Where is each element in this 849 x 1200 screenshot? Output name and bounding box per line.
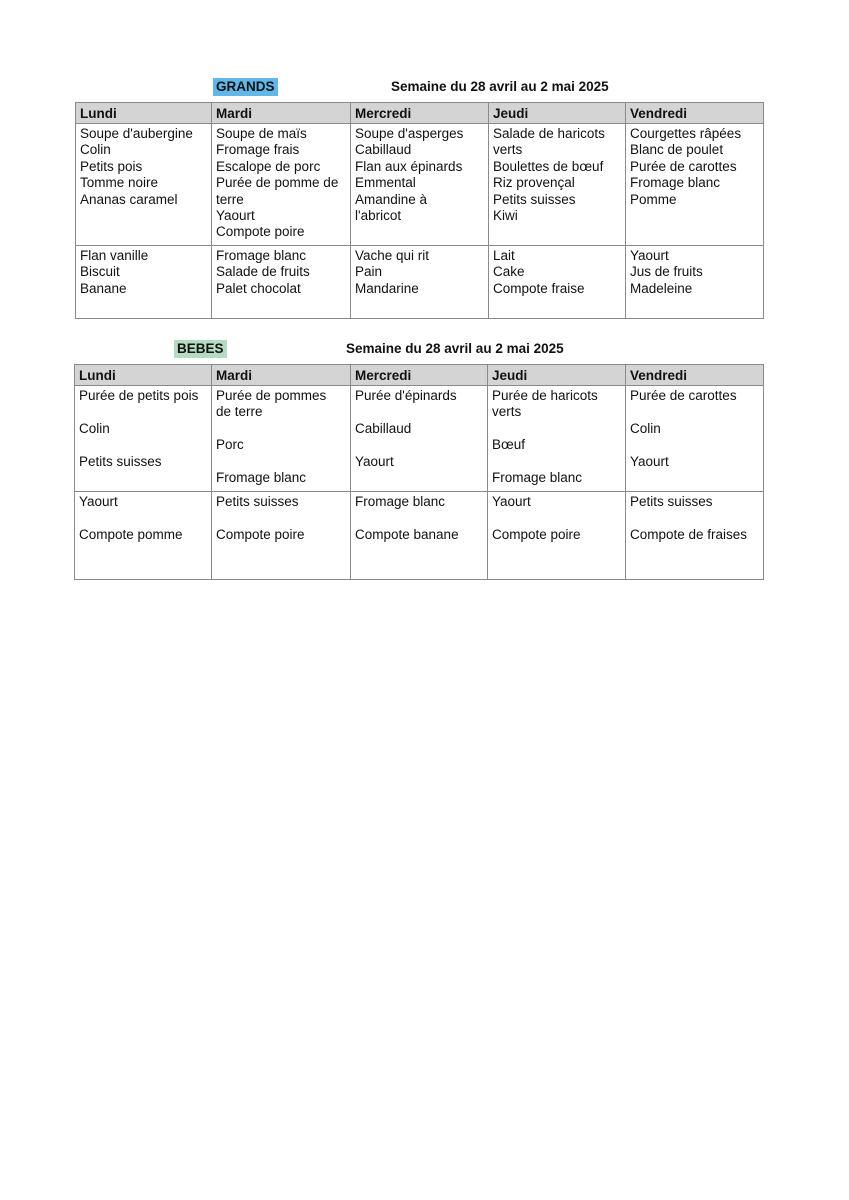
grands-day-mercredi: Mercredi — [351, 103, 489, 124]
menu-item: Compote banane — [355, 526, 459, 542]
menu-item: Fromage blanc — [216, 470, 307, 485]
menu-item: Yaourt — [355, 453, 394, 469]
bebes-day-mardi: Mardi — [212, 365, 351, 386]
menu-item: Emmental — [355, 175, 416, 191]
bebes-meal-jeudi — [488, 386, 626, 492]
grands-snack-mercredi — [351, 246, 489, 319]
grands-week-title: Semaine du 28 avril au 2 mai 2025 — [391, 79, 609, 94]
bebes-snack-lundi — [75, 492, 212, 580]
grands-day-header-row — [76, 103, 764, 124]
menu-item: Lait — [493, 248, 515, 263]
menu-item: Fromage blanc — [216, 248, 307, 263]
bebes-meal-vendredi — [626, 386, 764, 492]
menu-item: Fromage frais — [216, 142, 300, 158]
menu-item: Banane — [80, 280, 127, 296]
menu-item: Madeleine — [630, 280, 693, 296]
spacer — [355, 510, 483, 526]
bebes-snack-jeudi — [488, 492, 626, 580]
menu-item: Riz provençal — [493, 175, 575, 191]
grands-snack-mardi — [212, 246, 351, 319]
menu-item: Soupe d'asperges — [355, 126, 464, 141]
menu-item: Salade de fruits — [216, 264, 310, 280]
spacer — [216, 510, 346, 526]
menu-item: Fromage blanc — [630, 175, 721, 191]
menu-item: Purée d'épinards — [355, 388, 457, 403]
menu-item: Fromage blanc — [355, 494, 446, 509]
spacer — [492, 421, 621, 437]
menu-item: Mandarine — [355, 280, 419, 296]
menu-item: Ananas caramel — [80, 191, 178, 207]
menu-item: Pain — [355, 264, 383, 280]
menu-item: Biscuit — [80, 264, 120, 280]
bebes-week-title: Semaine du 28 avril au 2 mai 2025 — [346, 341, 564, 356]
grands-day-vendredi: Vendredi — [626, 103, 764, 124]
grands-snack-row — [76, 246, 764, 319]
menu-item: Escalope de porc — [216, 158, 321, 174]
menu-item: Jus de fruits — [630, 264, 703, 280]
bebes-day-vendredi: Vendredi — [626, 365, 764, 386]
menu-item: Cabillaud — [355, 142, 412, 158]
bebes-header — [0, 340, 849, 360]
spacer — [79, 404, 207, 420]
spacer — [630, 510, 759, 526]
menu-item: Soupe de maïs — [216, 126, 307, 141]
bebes-meal-mardi — [212, 386, 351, 492]
menu-item: Tomme noire — [80, 175, 159, 191]
menu-item: Purée de carottes — [630, 158, 737, 174]
spacer — [355, 404, 483, 420]
menu-item: Petits suisses — [79, 453, 162, 469]
menu-item: Colin — [79, 420, 110, 436]
bebes-meal-lundi — [75, 386, 212, 492]
menu-item: Salade de haricots verts — [493, 126, 605, 158]
menu-item: Fromage blanc — [492, 470, 583, 485]
menu-item: Amandine à l'abricot — [355, 191, 428, 224]
spacer — [216, 454, 346, 470]
menu-item: Compote de fraises — [630, 526, 748, 542]
bebes-day-mercredi: Mercredi — [351, 365, 488, 386]
spacer — [79, 510, 207, 526]
menu-item: Palet chocolat — [216, 280, 301, 296]
grands-meal-jeudi — [489, 124, 626, 246]
grands-meal-mercredi — [351, 124, 489, 246]
menu-item: Flan vanille — [80, 248, 149, 263]
bebes-label: BEBES — [174, 340, 227, 358]
menu-item: Petits pois — [80, 158, 143, 174]
grands-snack-lundi — [76, 246, 212, 319]
spacer — [492, 510, 621, 526]
grands-snack-vendredi — [626, 246, 764, 319]
menu-item: Boulettes de bœuf — [493, 158, 604, 174]
menu-item: Compote pomme — [79, 526, 183, 542]
menu-item: Purée de carottes — [630, 388, 737, 403]
bebes-snack-vendredi — [626, 492, 764, 580]
bebes-snack-mardi — [212, 492, 351, 580]
menu-item: Compote poire — [216, 224, 305, 240]
grands-day-lundi: Lundi — [76, 103, 212, 124]
menu-item: Colin — [80, 142, 111, 158]
menu-item: Compote poire — [216, 526, 305, 542]
menu-item: Petits suisses — [493, 191, 576, 207]
menu-item: Yaourt — [630, 453, 669, 469]
spacer — [216, 421, 346, 437]
spacer — [79, 437, 207, 453]
bebes-snack-row — [75, 492, 764, 580]
menu-item: Blanc de poulet — [630, 142, 724, 158]
menu-item: Yaourt — [79, 494, 118, 509]
bebes-day-jeudi: Jeudi — [488, 365, 626, 386]
menu-item: Petits suisses — [216, 494, 299, 509]
grands-meal-vendredi — [626, 124, 764, 246]
grands-menu-table — [75, 102, 764, 319]
grands-meal-lundi — [76, 124, 212, 246]
menu-item: Kiwi — [493, 208, 518, 224]
menu-item: Cake — [493, 264, 525, 280]
menu-item: Compote poire — [492, 526, 581, 542]
bebes-menu-table — [74, 364, 764, 580]
menu-item: Yaourt — [630, 248, 669, 263]
menu-item: Colin — [630, 420, 661, 436]
bebes-meal-row — [75, 386, 764, 492]
menu-item: Pomme — [630, 191, 677, 207]
spacer — [630, 404, 759, 420]
grands-snack-jeudi — [489, 246, 626, 319]
bebes-meal-mercredi — [351, 386, 488, 492]
grands-meal-mardi — [212, 124, 351, 246]
spacer — [630, 437, 759, 453]
menu-item: Purée de pommes de terre — [216, 388, 327, 420]
spacer — [355, 437, 483, 453]
menu-item: Flan aux épinards — [355, 158, 463, 174]
spacer — [492, 454, 621, 470]
grands-header — [0, 78, 849, 98]
grands-day-jeudi: Jeudi — [489, 103, 626, 124]
bebes-day-header-row — [75, 365, 764, 386]
menu-item: Purée de pomme de terre — [216, 175, 339, 207]
menu-item: Porc — [216, 437, 244, 453]
bebes-day-lundi: Lundi — [75, 365, 212, 386]
grands-meal-row — [76, 124, 764, 246]
menu-item: Yaourt — [216, 208, 255, 224]
menu-item: Purée de petits pois — [79, 388, 199, 403]
menu-item: Petits suisses — [630, 494, 713, 509]
grands-day-mardi: Mardi — [212, 103, 351, 124]
menu-item: Courgettes râpées — [630, 126, 742, 141]
bebes-snack-mercredi — [351, 492, 488, 580]
menu-item: Yaourt — [492, 494, 531, 509]
menu-item: Soupe d'aubergine — [80, 126, 193, 141]
menu-item: Compote fraise — [493, 280, 585, 296]
menu-item: Bœuf — [492, 437, 526, 453]
menu-item: Cabillaud — [355, 420, 412, 436]
grands-label: GRANDS — [213, 78, 278, 96]
menu-item: Vache qui rit — [355, 248, 430, 263]
menu-item: Purée de haricots verts — [492, 388, 598, 420]
